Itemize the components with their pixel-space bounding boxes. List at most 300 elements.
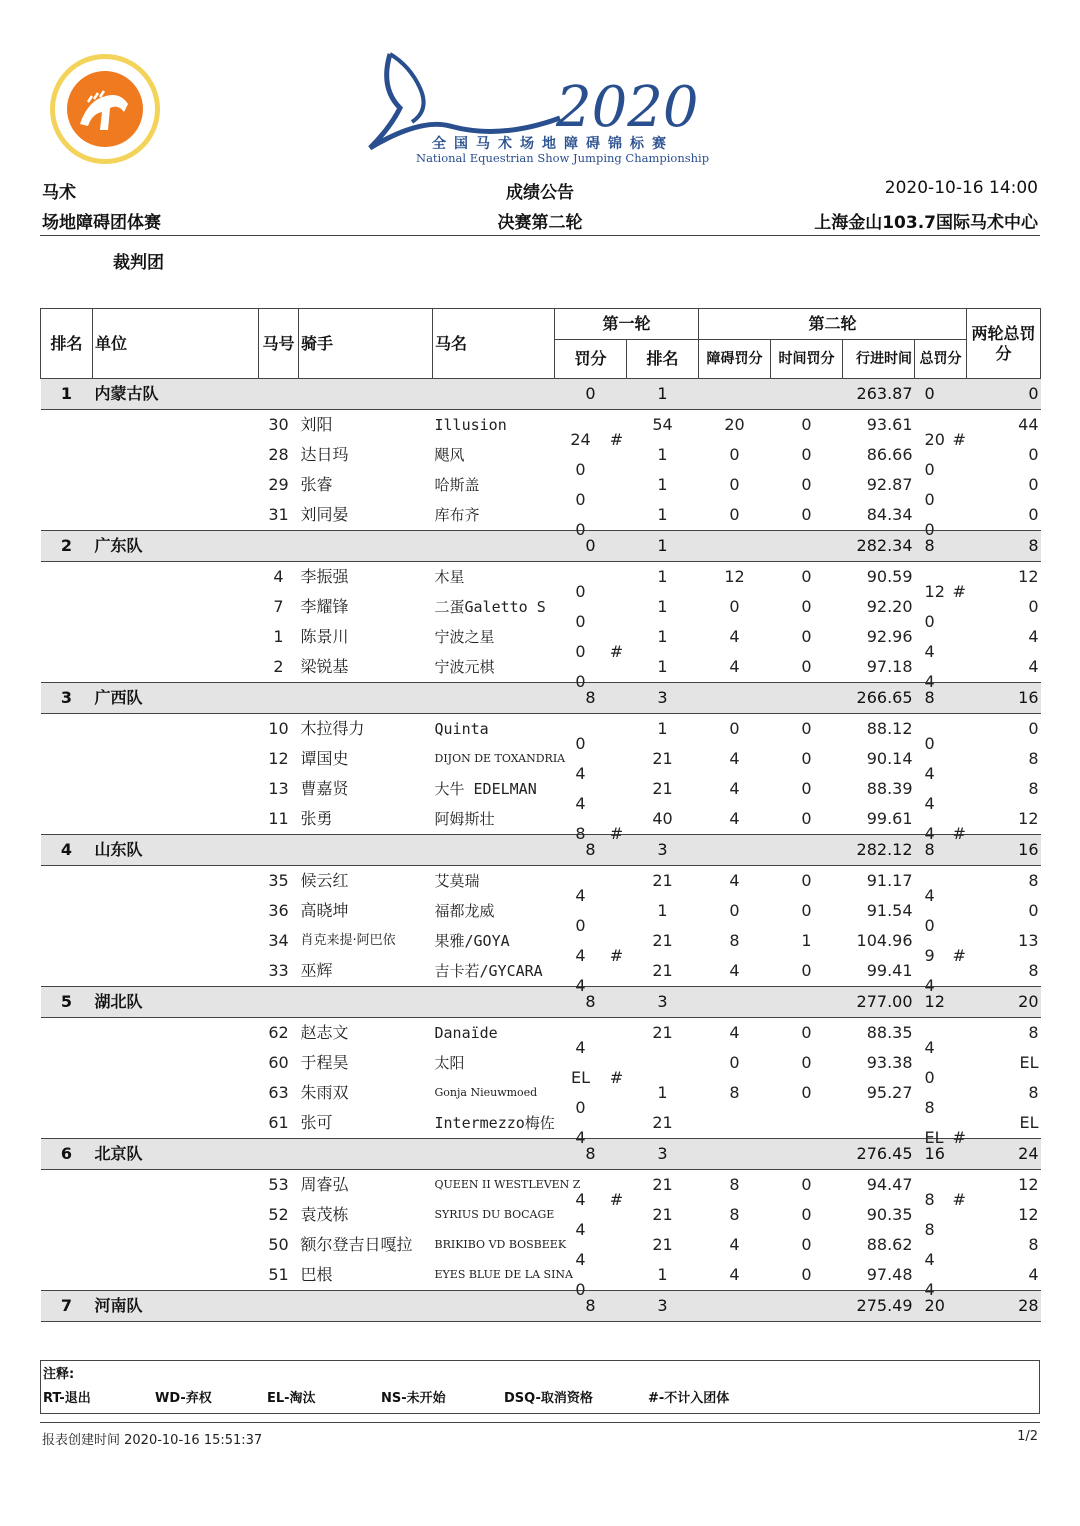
horse-name: Danaïde: [434, 1024, 498, 1042]
not-counted-mark: #: [609, 1068, 624, 1087]
rider-r2-time: 93.61: [866, 415, 913, 434]
rider-r2-total-value: 4: [924, 1038, 935, 1057]
empty-cell: [41, 1230, 93, 1260]
team-r1-penalty: 8: [555, 1139, 627, 1170]
rider-r1-rank: 1: [657, 445, 668, 464]
team-r2-total: 16: [915, 1139, 967, 1170]
rider-r2-time-penalty: 1: [801, 931, 812, 950]
empty-cell: [93, 410, 259, 441]
horse-number: 29: [268, 475, 289, 494]
rider-r2-jump-penalty: 0: [729, 901, 740, 920]
rider-total: 4: [1028, 657, 1039, 676]
rider-row: [41, 1078, 1041, 1108]
rider-r2-time: 90.59: [866, 567, 913, 586]
rider-r2-total: [915, 410, 967, 449]
empty-cell: [41, 1170, 93, 1201]
horse-number: 52: [268, 1205, 289, 1224]
rider-r2-jump-penalty: 4: [729, 961, 740, 980]
rider-r2-time: 91.54: [866, 901, 913, 920]
team-total: 16: [967, 835, 1041, 866]
empty-cell: [41, 1260, 93, 1291]
rider-r2-jump-penalty: 4: [729, 871, 740, 890]
rider-r2-total: [915, 926, 967, 965]
team-name: 北京队: [93, 1139, 259, 1170]
empty-cell: [259, 531, 299, 562]
rider-r1-rank: 21: [652, 931, 673, 950]
horse-number: 2: [273, 657, 284, 676]
rider-r1-penalty: [555, 1170, 627, 1209]
rider-r1-penalty-value: 4: [575, 764, 586, 783]
rider-row: [41, 1230, 1041, 1260]
empty-cell: [299, 379, 433, 410]
rider-r1-penalty-value: 4: [575, 946, 586, 965]
rider-r2-time: 88.35: [866, 1023, 913, 1042]
col-r2-total: 总罚分: [915, 340, 967, 379]
rider-row: [41, 500, 1041, 531]
team-row: [41, 835, 1041, 866]
rider-r1-penalty-value: 0: [575, 1098, 586, 1117]
rider-r2-total: [915, 652, 967, 691]
team-r2-total: 8: [915, 835, 967, 866]
rider-row: [41, 804, 1041, 835]
empty-cell: [41, 440, 93, 470]
empty-cell: [93, 744, 259, 774]
horse-name: DIJON DE TOXANDRIA: [434, 752, 566, 765]
rider-row: [41, 714, 1041, 745]
rider-r1-penalty-value: 0: [575, 672, 586, 691]
empty-cell: [699, 531, 771, 562]
rider-row: [41, 470, 1041, 500]
rider-r1-penalty-value: 4: [575, 1220, 586, 1239]
empty-cell: [699, 835, 771, 866]
empty-cell: [41, 500, 93, 531]
empty-cell: [699, 987, 771, 1018]
rider-name: 陈景川: [300, 627, 349, 646]
col-total: 两轮总罚分: [967, 309, 1041, 379]
jury-label: 裁判团: [113, 253, 164, 273]
team-rank: 6: [41, 1139, 93, 1170]
team-total: 16: [967, 683, 1041, 714]
empty-cell: [699, 683, 771, 714]
horse-number: 61: [268, 1113, 289, 1132]
note-ns: NS-未开始: [381, 1391, 446, 1406]
team-row: [41, 1291, 1041, 1322]
empty-cell: [433, 1139, 555, 1170]
rider-r2-time-penalty: 0: [801, 627, 812, 646]
team-r1-penalty: 8: [555, 683, 627, 714]
rider-r2-total: [915, 1108, 967, 1147]
team-name: 广西队: [93, 683, 259, 714]
empty-cell: [299, 987, 433, 1018]
rider-name: 周睿弘: [300, 1175, 349, 1194]
team-r2-time: 277.00: [843, 987, 915, 1018]
rider-row: [41, 1018, 1041, 1049]
rider-name: 朱雨双: [300, 1083, 349, 1102]
rider-r2-total-value: 4: [924, 642, 935, 661]
rider-r2-time-penalty: 0: [801, 1023, 812, 1042]
not-counted-mark: #: [952, 582, 966, 601]
association-seal-logo: [48, 52, 162, 166]
not-counted-mark: #: [609, 642, 624, 661]
team-rank: 1: [41, 379, 93, 410]
rider-name: 巴根: [300, 1265, 333, 1284]
rider-r2-time-penalty: 0: [801, 1053, 812, 1072]
rider-name: 梁锐基: [300, 657, 349, 676]
empty-cell: [93, 1260, 259, 1291]
rider-r2-total-value: 0: [924, 1068, 935, 1087]
rider-total: 0: [1028, 597, 1039, 616]
rider-r1-rank: 1: [657, 597, 668, 616]
empty-cell: [41, 804, 93, 835]
rider-r2-time: 99.41: [866, 961, 913, 980]
datetime-label: 2020-10-16 14:00: [884, 178, 1038, 198]
rider-name: 达日玛: [300, 445, 349, 464]
rider-total: 8: [1028, 871, 1039, 890]
horse-number: 53: [268, 1175, 289, 1194]
rider-row: [41, 410, 1041, 441]
rider-r1-penalty-value: 24: [570, 430, 591, 449]
not-counted-mark: #: [952, 946, 966, 965]
not-counted-mark: #: [609, 1190, 624, 1209]
rider-r2-total: [915, 1048, 967, 1087]
col-horse: 马名: [433, 309, 555, 379]
empty-cell: [699, 1139, 771, 1170]
team-r1-penalty: 8: [555, 1291, 627, 1322]
rider-total: 0: [1028, 445, 1039, 464]
empty-cell: [93, 652, 259, 683]
empty-cell: [433, 987, 555, 1018]
rider-name: 李耀锋: [300, 597, 349, 616]
empty-cell: [259, 835, 299, 866]
venue-label: 上海金山103.7国际马术中心: [814, 213, 1038, 233]
rider-total: 0: [1028, 901, 1039, 920]
empty-cell: [93, 1018, 259, 1049]
empty-cell: [259, 379, 299, 410]
team-r2-time: 282.12: [843, 835, 915, 866]
rider-r2-total: [915, 562, 967, 601]
rider-r2-jump-penalty: 8: [729, 931, 740, 950]
rider-r2-jump-penalty: 0: [729, 597, 740, 616]
rider-r2-time-penalty: 0: [801, 779, 812, 798]
empty-cell: [41, 956, 93, 987]
rider-r2-jump-penalty: 8: [729, 1083, 740, 1102]
logo-title-cn: 全国马术场地障碍锦标赛: [432, 136, 674, 152]
rider-r2-time-penalty: 0: [801, 445, 812, 464]
empty-cell: [93, 440, 259, 470]
horse-name: 艾莫瑞: [434, 872, 480, 890]
empty-cell: [299, 683, 433, 714]
footer-divider: [40, 1422, 1040, 1423]
horse-name: 大牛 EDELMAN: [434, 780, 537, 798]
team-r1-rank: 3: [627, 835, 699, 866]
rider-r2-time-penalty: 0: [801, 719, 812, 738]
empty-cell: [41, 1078, 93, 1108]
rider-r1-penalty-value: EL: [570, 1068, 591, 1087]
logo-year: 2020: [556, 75, 699, 140]
rider-r2-total-value: 4: [924, 886, 935, 905]
team-rank: 7: [41, 1291, 93, 1322]
rider-name: 木拉得力: [300, 719, 365, 738]
rider-r2-total: [915, 896, 967, 935]
results-table: [40, 308, 1041, 1322]
rider-r2-jump-penalty: 20: [724, 415, 745, 434]
empty-cell: [771, 987, 843, 1018]
team-rank: 4: [41, 835, 93, 866]
empty-cell: [771, 1291, 843, 1322]
empty-cell: [433, 531, 555, 562]
rider-r1-rank: 1: [657, 1265, 668, 1284]
horse-name: 福都龙威: [434, 902, 495, 920]
rider-r2-time: 99.61: [866, 809, 913, 828]
team-r2-total: 12: [915, 987, 967, 1018]
team-name: 河南队: [93, 1291, 259, 1322]
rider-r1-rank: 1: [657, 627, 668, 646]
team-name: 内蒙古队: [93, 379, 259, 410]
rider-r2-time: 94.47: [866, 1175, 913, 1194]
empty-cell: [93, 1170, 259, 1201]
rider-total: 8: [1028, 779, 1039, 798]
not-counted-mark: #: [609, 946, 624, 965]
rider-r2-time: 92.87: [866, 475, 913, 494]
empty-cell: [41, 744, 93, 774]
rider-r2-total: [915, 744, 967, 783]
horse-name: 二蛋Galetto S: [434, 598, 546, 616]
rider-r2-jump-penalty: 4: [729, 657, 740, 676]
horse-name: SYRIUS DU BOCAGE: [434, 1208, 555, 1221]
horse-name: 哈斯盖: [434, 476, 480, 494]
rider-r2-total-value: 4: [924, 1280, 935, 1299]
team-row: [41, 987, 1041, 1018]
rider-row: [41, 926, 1041, 956]
rider-r2-jump-penalty: 4: [729, 627, 740, 646]
rider-r1-rank: 40: [652, 809, 673, 828]
rider-r2-total: [915, 622, 967, 661]
team-r2-time: 275.49: [843, 1291, 915, 1322]
rider-r2-total: [915, 1200, 967, 1239]
rider-row: [41, 592, 1041, 622]
rider-r2-jump-penalty: 4: [729, 779, 740, 798]
rider-name: 刘阳: [300, 415, 333, 434]
rider-r2-time-penalty: 0: [801, 901, 812, 920]
rider-name: 赵志文: [300, 1023, 349, 1042]
empty-cell: [259, 1291, 299, 1322]
rider-r2-time: 88.39: [866, 779, 913, 798]
horse-name: 吉卡若/GYCARA: [434, 962, 543, 980]
empty-cell: [93, 866, 259, 897]
rider-r1-penalty-value: 8: [575, 824, 586, 843]
rider-r2-total-value: EL: [924, 1128, 944, 1147]
rider-r2-jump-penalty: 0: [729, 475, 740, 494]
not-counted-mark: #: [609, 824, 624, 843]
empty-cell: [433, 1291, 555, 1322]
horse-number: 33: [268, 961, 289, 980]
rider-name: 袁茂栋: [300, 1205, 349, 1224]
rider-r2-time-penalty: 0: [801, 1175, 812, 1194]
rider-r2-total: [915, 956, 967, 995]
horse-name: 太阳: [434, 1054, 465, 1072]
empty-cell: [771, 379, 843, 410]
rider-r2-jump-penalty: 4: [729, 809, 740, 828]
rider-r1-penalty-value: 4: [575, 1250, 586, 1269]
rider-r1-penalty-value: 0: [575, 520, 586, 539]
col-r1-penalty: 罚分: [555, 340, 627, 379]
rider-name: 张可: [300, 1113, 333, 1132]
horse-number: 34: [268, 931, 289, 950]
empty-cell: [771, 683, 843, 714]
rider-r2-total-value: 4: [924, 794, 935, 813]
rider-name: 李振强: [300, 567, 349, 586]
rider-row: [41, 1260, 1041, 1291]
rider-r1-penalty: [555, 956, 627, 995]
doc-type-label: 成绩公告: [506, 183, 574, 203]
rider-r1-penalty: [555, 652, 627, 691]
team-total: 28: [967, 1291, 1041, 1322]
col-rank: 排名: [41, 309, 93, 379]
horse-name: 阿姆斯壮: [434, 810, 495, 828]
rider-r2-time-penalty: 0: [801, 415, 812, 434]
note-rt: RT-退出: [43, 1391, 91, 1406]
empty-cell: [93, 804, 259, 835]
rider-total: 0: [1028, 505, 1039, 524]
team-row: [41, 531, 1041, 562]
empty-cell: [299, 531, 433, 562]
horse-name: EYES BLUE DE LA SINA: [434, 1268, 573, 1281]
col-round1: 第一轮: [555, 309, 699, 340]
team-r1-penalty: 8: [555, 987, 627, 1018]
team-name: 山东队: [93, 835, 259, 866]
rider-r2-time-penalty: 0: [801, 961, 812, 980]
rider-r2-time: 90.35: [866, 1205, 913, 1224]
rider-name: 额尔登吉日嘎拉: [300, 1235, 413, 1254]
rider-total: 8: [1028, 749, 1039, 768]
rider-r1-rank: 54: [652, 415, 673, 434]
rider-r2-total-value: 4: [924, 824, 935, 843]
rider-row: [41, 774, 1041, 804]
rider-r2-total: [915, 500, 967, 539]
team-total: 8: [967, 531, 1041, 562]
rider-r1-penalty-value: 0: [575, 642, 586, 661]
rider-r2-total: [915, 470, 967, 509]
rider-r1-penalty: [555, 866, 627, 905]
rider-row: [41, 866, 1041, 897]
empty-cell: [41, 562, 93, 593]
rider-r2-total-value: 4: [924, 1250, 935, 1269]
empty-cell: [93, 1048, 259, 1078]
empty-cell: [259, 683, 299, 714]
rider-name: 候云红: [300, 871, 349, 890]
rider-r1-penalty: [555, 562, 627, 601]
team-r2-time: 282.34: [843, 531, 915, 562]
rider-r1-penalty: [555, 1260, 627, 1299]
empty-cell: [41, 774, 93, 804]
empty-cell: [771, 531, 843, 562]
report-created-time: 报表创建时间 2020-10-16 15:51:37: [42, 1433, 263, 1448]
rider-r2-total-value: 8: [924, 1220, 935, 1239]
horse-number: 63: [268, 1083, 289, 1102]
rider-name: 刘同晏: [300, 505, 349, 524]
horse-number: 12: [268, 749, 289, 768]
rider-r1-rank: 21: [652, 1113, 673, 1132]
rider-r2-time-penalty: 0: [801, 597, 812, 616]
event-label: 场地障碍团体赛: [42, 213, 161, 233]
rider-r1-penalty: [555, 744, 627, 783]
rider-r2-jump-penalty: 12: [724, 567, 745, 586]
rider-r2-total-value: 12: [924, 582, 945, 601]
team-r1-rank: 1: [627, 379, 699, 410]
horse-number: 30: [268, 415, 289, 434]
empty-cell: [771, 835, 843, 866]
empty-cell: [41, 1018, 93, 1049]
not-counted-mark: #: [952, 1128, 966, 1147]
rider-r2-total-value: 0: [924, 916, 935, 935]
empty-cell: [93, 562, 259, 593]
empty-cell: [699, 379, 771, 410]
rider-r2-time-penalty: 0: [801, 1265, 812, 1284]
horse-name: Gonja Nieuwmoed: [434, 1086, 538, 1099]
rider-row: [41, 562, 1041, 593]
rider-r1-rank: 1: [657, 475, 668, 494]
team-r1-rank: 3: [627, 683, 699, 714]
note-hash: #-不计入团体: [648, 1391, 730, 1406]
empty-cell: [259, 987, 299, 1018]
team-r2-time: 276.45: [843, 1139, 915, 1170]
rider-r1-penalty: [555, 896, 627, 935]
team-total: 20: [967, 987, 1041, 1018]
empty-cell: [41, 622, 93, 652]
empty-cell: [93, 1078, 259, 1108]
rider-r2-jump-penalty: 4: [729, 1265, 740, 1284]
rider-r1-penalty-value: 0: [575, 582, 586, 601]
empty-cell: [41, 410, 93, 441]
rider-r1-rank: 1: [657, 505, 668, 524]
rider-r2-jump-penalty: 0: [729, 1053, 740, 1072]
horse-name: Illusion: [434, 416, 507, 434]
horse-name: 宁波元棋: [434, 658, 495, 676]
horse-number: 62: [268, 1023, 289, 1042]
empty-cell: [299, 835, 433, 866]
empty-cell: [41, 896, 93, 926]
empty-cell: [93, 1200, 259, 1230]
rider-row: [41, 744, 1041, 774]
rider-total: 8: [1028, 1235, 1039, 1254]
horse-number: 51: [268, 1265, 289, 1284]
rider-r1-penalty-value: 0: [575, 612, 586, 631]
team-row: [41, 1139, 1041, 1170]
rider-r1-penalty: [555, 1108, 627, 1147]
empty-cell: [41, 714, 93, 745]
empty-cell: [771, 1139, 843, 1170]
empty-cell: [433, 683, 555, 714]
horse-name: 库布齐: [434, 506, 480, 524]
empty-cell: [41, 652, 93, 683]
rider-r2-time: 84.34: [866, 505, 913, 524]
rider-r2-jump-penalty: 4: [729, 1235, 740, 1254]
empty-cell: [41, 592, 93, 622]
rider-r2-time: 86.66: [866, 445, 913, 464]
rider-r1-penalty: [555, 926, 627, 965]
rider-total: 12: [1018, 567, 1039, 586]
rider-r2-jump-penalty: 0: [729, 445, 740, 464]
rider-r1-penalty: [555, 470, 627, 509]
rider-r1-penalty-value: 0: [575, 916, 586, 935]
rider-row: [41, 652, 1041, 683]
rider-total: 13: [1018, 931, 1039, 950]
rider-r1-rank: 21: [652, 961, 673, 980]
team-rank: 5: [41, 987, 93, 1018]
rider-r2-total: [915, 440, 967, 479]
rider-r1-penalty: [555, 804, 627, 843]
rider-r2-time-penalty: 0: [801, 1205, 812, 1224]
